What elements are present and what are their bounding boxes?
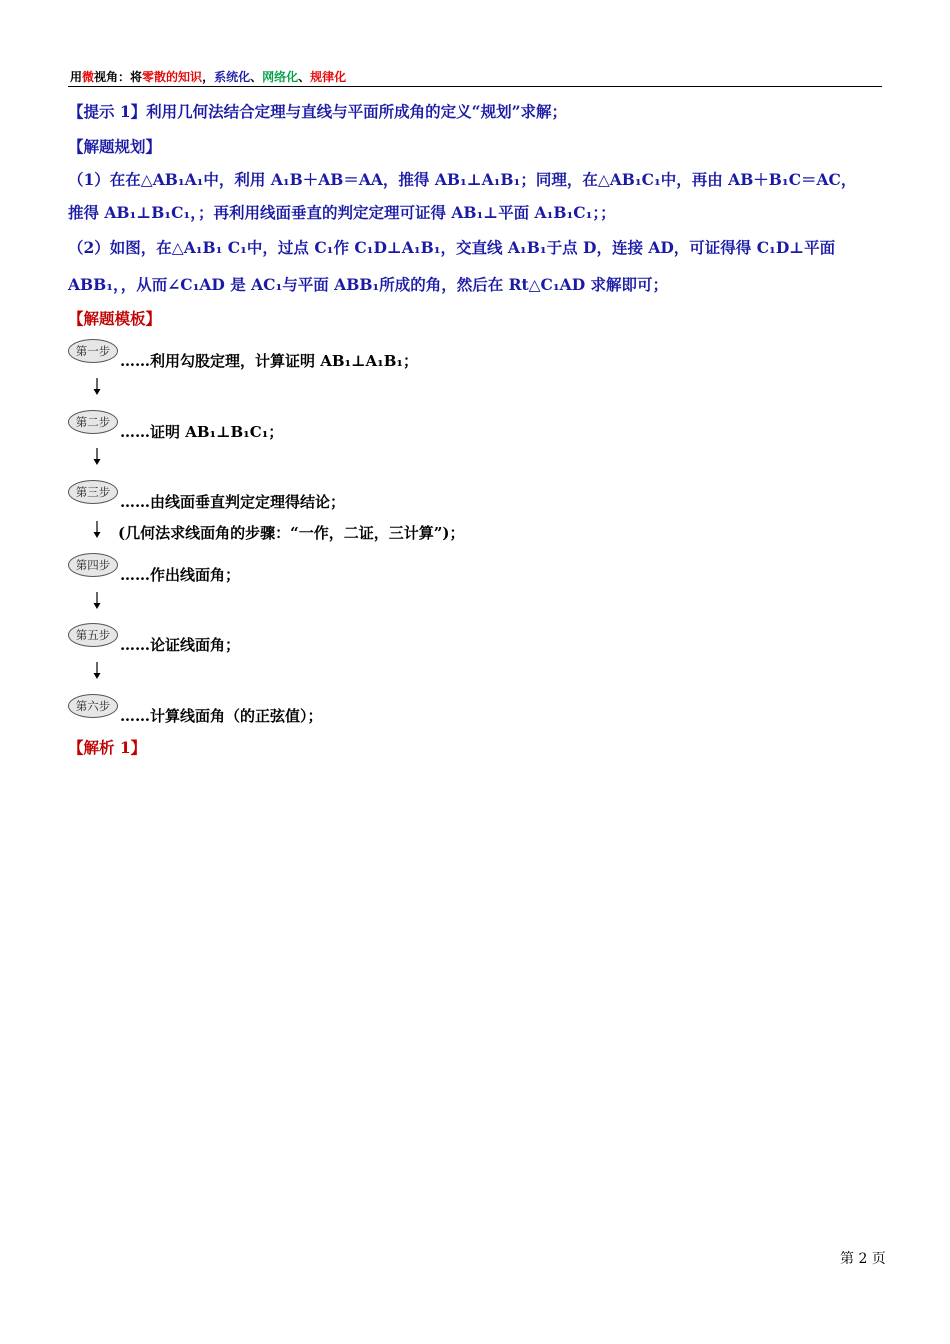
down-arrow-icon (92, 662, 102, 680)
plan-title: 【解题规划】 (68, 137, 162, 156)
page-number: 第 2 页 (840, 1251, 886, 1267)
step-badge: 第六步 (68, 694, 118, 718)
header-part: 零散的知识 (142, 70, 203, 84)
header-part: 规律化 (310, 70, 347, 84)
step-badge: 第二步 (68, 410, 118, 434)
step-text: ……论证线面角； (120, 636, 241, 654)
down-arrow-icon (92, 592, 102, 610)
step-note: (几何法求线面角的步骤：“一作，二证，三计算”)； (118, 524, 465, 542)
plan-line-4: ABB₁，，从而∠C₁AD 是 AC₁与平面 ABB₁所成的角，然后在 Rt△C₁AD 求解即可； (68, 275, 669, 294)
step-text: ……由线面垂直判定定理得结论； (120, 493, 346, 511)
header-divider (68, 86, 882, 87)
step-text: ……计算线面角（的正弦值）； (120, 707, 323, 725)
plan-line-1: （1）在在△AB₁A₁中，利用 A₁B＋AB＝AA，推得 AB₁⊥A₁B₁；同理，在△AB₁C₁中，再由 AB＋B₁C＝AC， (68, 170, 857, 189)
down-arrow-icon (92, 448, 102, 466)
template-title: 【解题模板】 (68, 309, 162, 328)
hint-line: 【提示 1】利用几何法结合定理与直线与平面所成角的定义“规划”求解； (68, 102, 568, 121)
plan-line-3: （2）如图，在△A₁B₁ C₁中，过点 C₁作 C₁D⊥A₁B₁，交直线 A₁B₁于点 D，连接 AD，可证得得 C₁D⊥平面 (68, 238, 836, 257)
header-part: 微 (82, 70, 95, 84)
header-part: 、 (250, 70, 263, 84)
step-badge: 第三步 (68, 480, 118, 504)
header-part: 、 (298, 70, 311, 84)
header-part: 系统化 (214, 70, 251, 84)
plan-line-2: 推得 AB₁⊥B₁C₁，；再利用线面垂直的判定定理可证得 AB₁⊥平面 A₁B₁C₁；； (68, 203, 616, 222)
step-text: ……作出线面角； (120, 566, 241, 584)
down-arrow-icon (92, 378, 102, 396)
down-arrow-icon (92, 521, 102, 539)
step-badge: 第一步 (68, 339, 118, 363)
step-text: ……证明 AB₁⊥B₁C₁； (120, 423, 284, 441)
header-part: 网络化 (262, 70, 299, 84)
step-badge: 第五步 (68, 623, 118, 647)
page-header-slogan (70, 68, 346, 85)
step-text: ……利用勾股定理，计算证明 AB₁⊥A₁B₁； (120, 352, 418, 370)
step-badge: 第四步 (68, 553, 118, 577)
analysis-title: 【解析 1】 (68, 738, 147, 757)
header-part: 用 (70, 70, 83, 84)
header-part: ， (202, 70, 215, 84)
header-part: 视角：将 (94, 70, 143, 84)
